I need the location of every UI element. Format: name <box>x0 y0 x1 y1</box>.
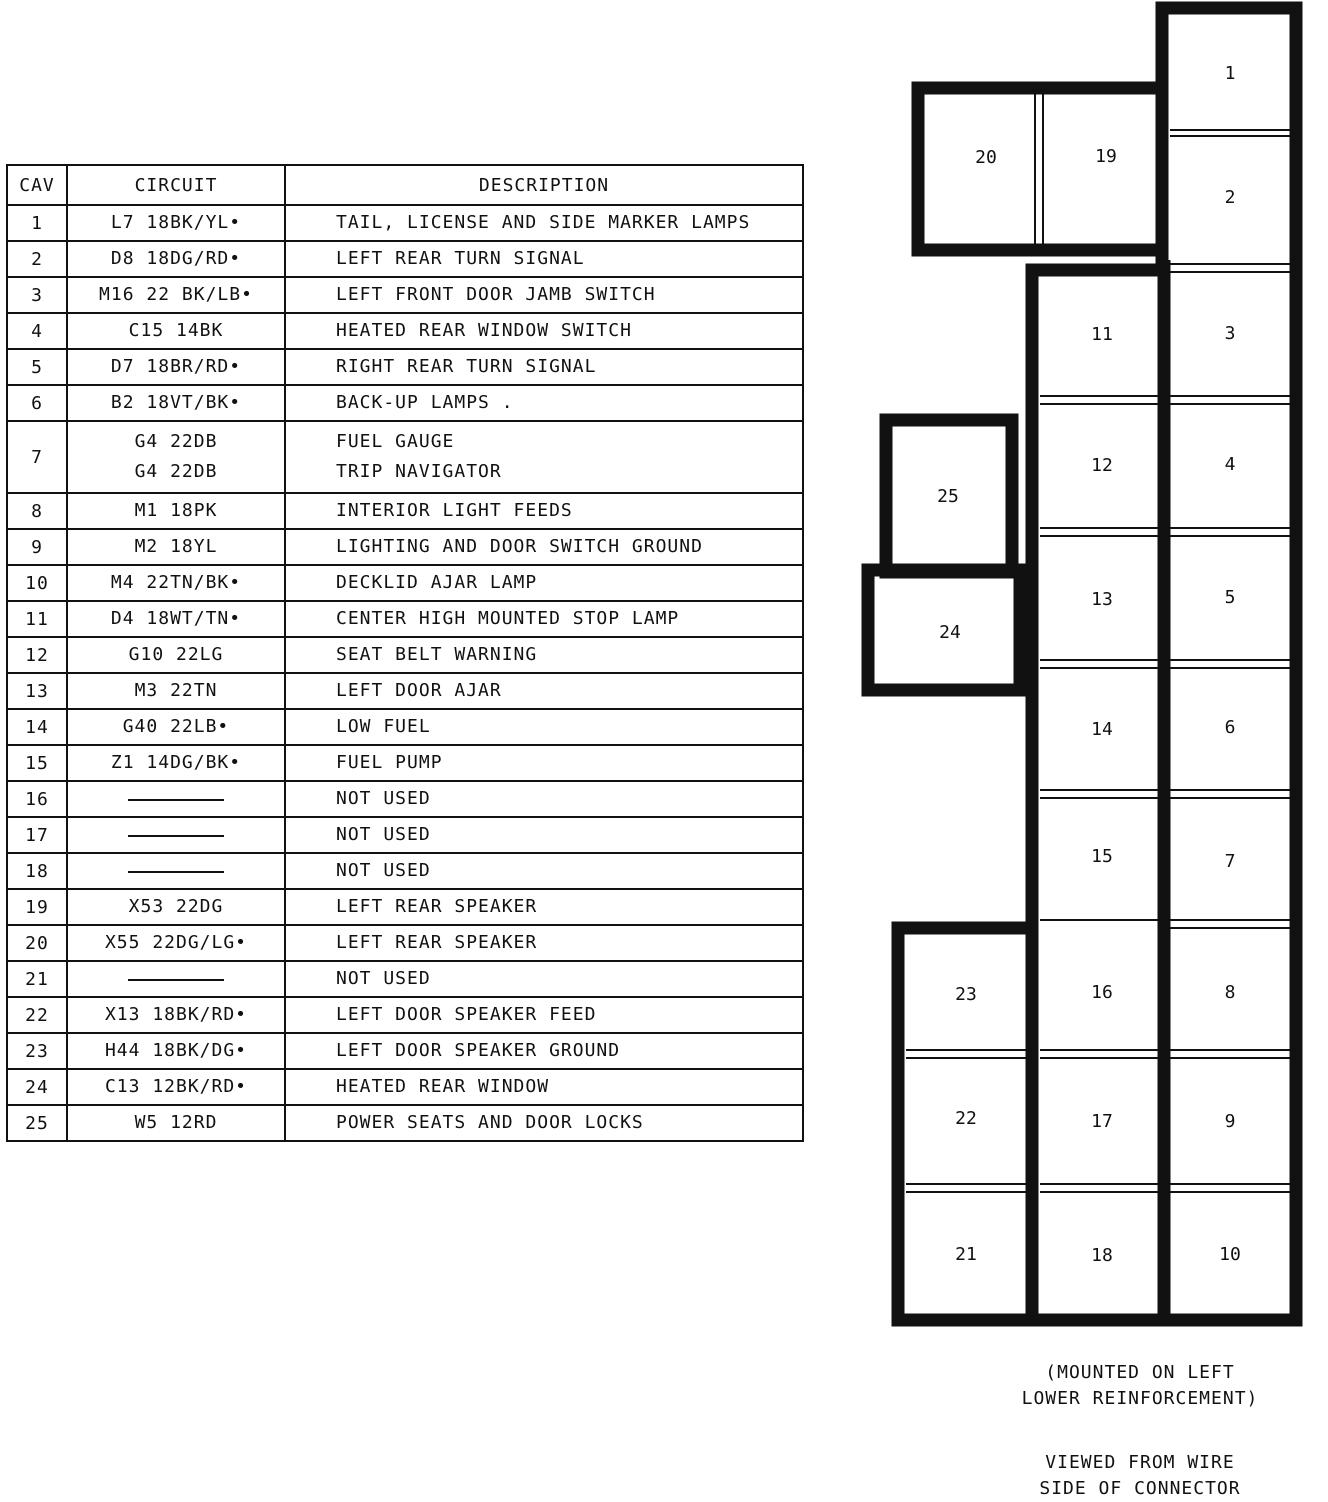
mounting-note-line-1: (MOUNTED ON LEFT <box>1045 1362 1235 1383</box>
circuit-text: M1 18PK <box>134 500 218 521</box>
cavity-21: 21 <box>955 1244 977 1265</box>
description-text: SEAT BELT WARNING <box>336 644 538 665</box>
circuit-text: W5 12RD <box>134 1112 218 1133</box>
description-text: LEFT DOOR AJAR <box>336 680 502 701</box>
description-text: FUEL GAUGE <box>336 431 455 452</box>
header-cav: CAV <box>7 165 67 205</box>
circuit-text: G10 22LG <box>128 644 224 665</box>
cavity-19: 19 <box>1095 146 1117 167</box>
description-text: TRIP NAVIGATOR <box>336 461 502 482</box>
circuit-text: M3 22TN <box>134 680 218 701</box>
cav-cell: 22 <box>7 997 67 1033</box>
description-text: LEFT REAR TURN SIGNAL <box>336 248 585 269</box>
circuit-text: X13 18BK/RD• <box>104 1004 248 1025</box>
cavity-2: 2 <box>1224 187 1236 208</box>
cav-cell: 25 <box>7 1105 67 1141</box>
description-text: LEFT FRONT DOOR JAMB SWITCH <box>336 284 656 305</box>
description-text: NOT USED <box>336 788 431 809</box>
cav-cell: 3 <box>7 277 67 313</box>
circuit-text: D8 18DG/RD• <box>110 248 242 269</box>
circuit-text: H44 18BK/DG• <box>104 1040 248 1061</box>
header-description: DESCRIPTION <box>285 165 803 205</box>
circuit-text: X55 22DG/LG• <box>104 932 248 953</box>
description-text: POWER SEATS AND DOOR LOCKS <box>336 1112 644 1133</box>
view-note-line-1: VIEWED FROM WIRE <box>1045 1452 1235 1473</box>
cavity-7: 7 <box>1224 851 1236 872</box>
description-text: LOW FUEL <box>336 716 431 737</box>
description-text: LIGHTING AND DOOR SWITCH GROUND <box>336 536 703 557</box>
cavity-9: 9 <box>1224 1111 1236 1132</box>
cavity-11: 11 <box>1091 324 1113 345</box>
mounting-note <box>1000 1360 1280 1412</box>
cav-cell: 5 <box>7 349 67 385</box>
cav-cell: 11 <box>7 601 67 637</box>
description-text: LEFT DOOR SPEAKER GROUND <box>336 1040 621 1061</box>
cavity-22: 22 <box>955 1108 977 1129</box>
description-text: NOT USED <box>336 968 431 989</box>
cav-cell: 4 <box>7 313 67 349</box>
cav-cell: 19 <box>7 889 67 925</box>
circuit-text: L7 18BK/YL• <box>110 212 242 233</box>
cavity-16: 16 <box>1091 982 1113 1003</box>
description-text: TAIL, LICENSE AND SIDE MARKER LAMPS <box>336 212 751 233</box>
description-text: HEATED REAR WINDOW SWITCH <box>336 320 632 341</box>
circuit-text: B2 18VT/BK• <box>110 392 242 413</box>
cavity-1: 1 <box>1224 63 1236 84</box>
cavity-15: 15 <box>1091 846 1113 867</box>
circuit-text: M2 18YL <box>134 536 218 557</box>
description-text: LEFT DOOR SPEAKER FEED <box>336 1004 597 1025</box>
circuit-text: C13 12BK/RD• <box>104 1076 248 1097</box>
view-note <box>1010 1450 1270 1502</box>
cavity-4: 4 <box>1224 454 1236 475</box>
cavity-17: 17 <box>1091 1111 1113 1132</box>
cavity-20: 20 <box>975 147 997 168</box>
cavity-5: 5 <box>1224 587 1236 608</box>
cav-cell: 10 <box>7 565 67 601</box>
cavity-13: 13 <box>1091 589 1113 610</box>
circuit-text: C15 14BK <box>128 320 224 341</box>
cavity-25: 25 <box>937 486 959 507</box>
circuit-text: G4 22DB <box>134 431 218 452</box>
circuit-text: M16 22 BK/LB• <box>99 284 253 305</box>
cav-cell: 18 <box>7 853 67 889</box>
cavity-8: 8 <box>1224 982 1236 1003</box>
description-text: LEFT REAR SPEAKER <box>336 896 538 917</box>
cav-cell: 23 <box>7 1033 67 1069</box>
circuit-text: D4 18WT/TN• <box>110 608 242 629</box>
right-column-dividers <box>1170 130 1290 1192</box>
cavity-6: 6 <box>1224 717 1236 738</box>
circuit-text: G4 22DB <box>134 461 218 482</box>
cav-cell: 12 <box>7 637 67 673</box>
description-text: FUEL PUMP <box>336 752 443 773</box>
description-text: RIGHT REAR TURN SIGNAL <box>336 356 597 377</box>
circuit-text: X53 22DG <box>128 896 224 917</box>
description-text: NOT USED <box>336 824 431 845</box>
cav-cell: 15 <box>7 745 67 781</box>
cavity-24: 24 <box>939 622 961 643</box>
circuit-text: G40 22LB• <box>122 716 230 737</box>
circuit-text: Z1 14DG/BK• <box>110 752 242 773</box>
connector-outline-top-block <box>918 88 1162 250</box>
description-text: DECKLID AJAR LAMP <box>336 572 538 593</box>
view-note-line-2: SIDE OF CONNECTOR <box>1039 1478 1241 1499</box>
description-text: INTERIOR LIGHT FEEDS <box>336 500 573 521</box>
description-text: CENTER HIGH MOUNTED STOP LAMP <box>336 608 680 629</box>
cav-cell: 14 <box>7 709 67 745</box>
description-text: LEFT REAR SPEAKER <box>336 932 538 953</box>
circuit-text: M4 22TN/BK• <box>110 572 242 593</box>
cavity-23: 23 <box>955 984 977 1005</box>
cav-cell: 2 <box>7 241 67 277</box>
cavity-18: 18 <box>1091 1245 1113 1266</box>
cav-cell: 20 <box>7 925 67 961</box>
header-circuit: CIRCUIT <box>67 165 285 205</box>
middle-column-dividers <box>1040 396 1158 1192</box>
cav-cell: 24 <box>7 1069 67 1105</box>
description-text: NOT USED <box>336 860 431 881</box>
cav-cell: 17 <box>7 817 67 853</box>
cav-cell: 9 <box>7 529 67 565</box>
cavity-12: 12 <box>1091 455 1113 476</box>
cav-cell: 6 <box>7 385 67 421</box>
cav-cell: 21 <box>7 961 67 997</box>
cav-cell: 13 <box>7 673 67 709</box>
description-text: HEATED REAR WINDOW <box>336 1076 550 1097</box>
cav-cell: 16 <box>7 781 67 817</box>
cavity-labels <box>937 63 1241 1266</box>
cav-cell: 1 <box>7 205 67 241</box>
cavity-10: 10 <box>1219 1244 1241 1265</box>
cav-cell: 8 <box>7 493 67 529</box>
cav-cell: 7 <box>7 421 67 493</box>
mounting-note-line-2: LOWER REINFORCEMENT) <box>1021 1388 1259 1409</box>
cavity-3: 3 <box>1224 323 1236 344</box>
description-text: BACK-UP LAMPS . <box>336 392 514 413</box>
circuit-text: D7 18BR/RD• <box>110 356 242 377</box>
cavity-14: 14 <box>1091 719 1113 740</box>
